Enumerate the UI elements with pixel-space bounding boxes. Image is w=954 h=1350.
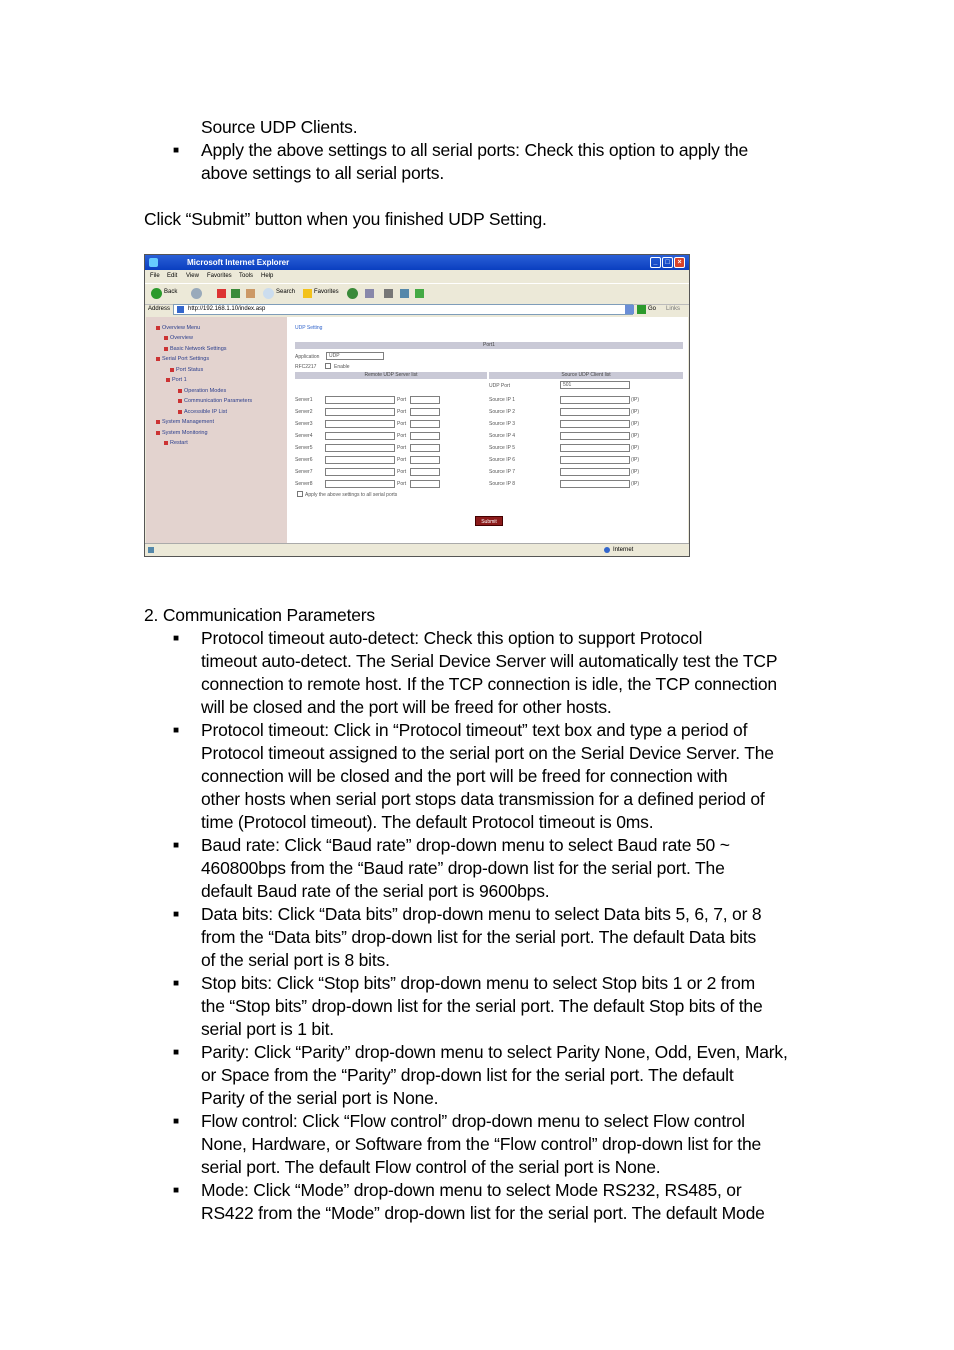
bullet-item	[201, 1041, 821, 1110]
text-line: will be closed and the port will be freed for other hosts.	[201, 697, 612, 717]
server-label: Server7	[295, 469, 313, 475]
text-line: Mode: Click “Mode” drop-down menu to select Mode RS232, RS485, or	[201, 1180, 742, 1200]
forward-arrow-icon[interactable]	[191, 288, 202, 299]
window-title: Microsoft Internet Explorer	[187, 258, 290, 267]
menu-favorites[interactable]: Favorites	[207, 273, 232, 279]
application-label: Application	[295, 354, 320, 360]
nav-label: Accessible IP List	[184, 409, 228, 415]
bullet-item	[201, 719, 821, 834]
page-title: UDP Setting	[295, 325, 323, 331]
application-select[interactable]	[326, 352, 384, 360]
close-icon[interactable]: ×	[674, 257, 685, 268]
folder-icon	[156, 326, 160, 330]
source-client-header: Source UDP Client list	[489, 372, 683, 379]
server-ip-input[interactable]	[325, 432, 395, 440]
mail-icon[interactable]	[365, 289, 374, 298]
menu-tools[interactable]: Tools	[239, 273, 254, 279]
nav-tree	[146, 317, 287, 543]
ip-suffix: (IP)	[631, 433, 640, 439]
stop-icon[interactable]	[217, 289, 226, 298]
text-line: timeout auto-detect. The Serial Device Server will automatically test the TCP	[201, 651, 778, 671]
messenger-icon[interactable]	[415, 289, 424, 298]
favorites-star-icon[interactable]	[303, 289, 312, 298]
source-ip-label: Source IP 8	[489, 481, 516, 487]
apply-all-label: Apply the above settings to all serial ports	[305, 492, 398, 498]
source-ip-input[interactable]	[560, 432, 630, 440]
server-label: Server6	[295, 457, 313, 463]
page-icon	[178, 399, 182, 403]
folder-icon	[156, 420, 160, 424]
server-label: Server1	[295, 397, 313, 403]
server-ip-input[interactable]	[325, 408, 395, 416]
maximize-icon[interactable]: □	[662, 257, 673, 268]
window-titlebar	[145, 255, 689, 270]
bullet-marker: ■	[173, 145, 180, 156]
text-line: Parity: Click “Parity” drop-down menu to select Parity None, Odd, Even, Mark,	[201, 1042, 788, 1062]
search-icon[interactable]	[263, 288, 274, 299]
back-button[interactable]: Back	[164, 289, 178, 295]
nav-item[interactable]	[164, 335, 193, 341]
port-label: Port	[397, 397, 407, 403]
port-label: Port	[397, 445, 407, 451]
menu-bar	[145, 271, 689, 282]
ip-suffix: (IP)	[631, 421, 640, 427]
print-icon[interactable]	[384, 289, 393, 298]
nav-item[interactable]	[156, 325, 200, 331]
page-icon	[164, 336, 168, 340]
submit-instruction: Click “Submit” button when you finished UDP Setting.	[144, 209, 547, 229]
nav-label: System Management	[162, 419, 214, 425]
source-ip-label: Source IP 7	[489, 469, 516, 475]
text-line: from the “Data bits” drop-down list for the serial port. The default Data bits	[201, 927, 757, 947]
text-line: Flow control: Click “Flow control” drop-down menu to select Flow control	[201, 1111, 745, 1131]
nav-item[interactable]	[166, 377, 187, 383]
bullet-item	[201, 972, 821, 1041]
server-ip-input[interactable]	[325, 480, 395, 488]
zone-label: Internet	[613, 547, 634, 553]
folder-icon	[156, 357, 160, 361]
page-status-icon	[148, 547, 154, 553]
ip-suffix: (IP)	[631, 469, 640, 475]
text-line: or Space from the “Parity” drop-down list for the serial port. The default	[201, 1065, 734, 1085]
folder-icon	[164, 441, 168, 445]
globe-icon	[604, 547, 610, 553]
search-button[interactable]: Search	[276, 289, 296, 295]
nav-item[interactable]	[164, 346, 227, 352]
source-ip-input[interactable]	[560, 408, 630, 416]
source-ip-input[interactable]	[560, 420, 630, 428]
address-input[interactable]	[173, 304, 633, 315]
text-line: Protocol timeout assigned to the serial port on the Serial Device Server. The	[201, 743, 774, 763]
bullet-marker: ■	[173, 633, 180, 644]
favorites-button[interactable]: Favorites	[314, 289, 339, 295]
bullet-item	[201, 627, 821, 719]
section-heading: 2. Communication Parameters	[144, 605, 375, 625]
server-port-input[interactable]	[410, 420, 440, 428]
port-label: Port	[397, 409, 407, 415]
source-ip-input[interactable]	[560, 444, 630, 452]
links-label[interactable]: Links	[666, 306, 681, 312]
text-line: Protocol timeout: Click in “Protocol timeout” text box and type a period of	[201, 720, 748, 740]
text-line: serial port is 1 bit.	[201, 1019, 334, 1039]
nav-label: Operation Modes	[184, 388, 227, 394]
source-ip-input[interactable]	[560, 396, 630, 404]
page-icon	[164, 347, 168, 351]
port-label: Port	[397, 421, 407, 427]
server-ip-input[interactable]	[325, 468, 395, 476]
source-ip-label: Source IP 1	[489, 397, 516, 403]
bullet-item	[201, 1179, 821, 1225]
submit-button[interactable]: Submit	[475, 516, 503, 526]
server-label: Server3	[295, 421, 313, 427]
bullet-marker: ■	[173, 1185, 180, 1196]
address-label: Address	[148, 306, 171, 312]
remote-server-header: Remote UDP Server list	[295, 372, 487, 379]
source-ip-label: Source IP 4	[489, 433, 516, 439]
text-line: the “Stop bits” drop-down list for the serial port. The default Stop bits of the	[201, 996, 763, 1016]
bullet-item	[201, 834, 821, 903]
nav-label: Serial Port Settings	[162, 356, 210, 362]
nav-item[interactable]	[164, 440, 188, 446]
text-line: serial port. The default Flow control of the serial port is None.	[201, 1157, 661, 1177]
server-ip-input[interactable]	[325, 396, 395, 404]
dropdown-arrow-icon[interactable]	[625, 305, 634, 314]
nav-label: Communication Parameters	[184, 398, 253, 404]
text-line: above settings to all serial ports.	[201, 163, 444, 183]
source-ip-label: Source IP 2	[489, 409, 516, 415]
continuation-line: Source UDP Clients.	[201, 117, 358, 137]
server-ip-input[interactable]	[325, 444, 395, 452]
udp-port-input[interactable]	[560, 381, 630, 389]
rfc-label: RFC2217	[295, 364, 317, 370]
source-ip-input[interactable]	[560, 456, 630, 464]
bullet-marker: ■	[173, 1116, 180, 1127]
text-line: of the serial port is 8 bits.	[201, 950, 390, 970]
bullet-apply-all	[201, 139, 821, 185]
rfc-checkbox[interactable]	[325, 363, 331, 369]
menu-file[interactable]: File	[150, 273, 160, 279]
ip-suffix: (IP)	[631, 397, 640, 403]
bullet-marker: ■	[173, 1047, 180, 1058]
nav-item[interactable]	[178, 409, 227, 415]
page-icon	[170, 368, 174, 372]
text-line: None, Hardware, or Software from the “Flow control” drop-down list for the	[201, 1134, 762, 1154]
server-port-input[interactable]	[410, 480, 440, 488]
source-ip-label: Source IP 6	[489, 457, 516, 463]
nav-item[interactable]	[178, 388, 226, 394]
nav-item[interactable]	[178, 398, 252, 404]
ie-logo-icon	[149, 258, 158, 267]
port-label: Port	[397, 433, 407, 439]
status-bar	[145, 543, 689, 557]
udp-setting-panel	[287, 317, 688, 543]
browser-toolbar	[145, 283, 689, 305]
menu-help[interactable]: Help	[261, 273, 274, 279]
text-line: RS422 from the “Mode” drop-down list for the serial port. The default Mode	[201, 1203, 765, 1223]
bullet-marker: ■	[173, 840, 180, 851]
nav-label: Port Status	[176, 367, 204, 373]
server-port-input[interactable]	[410, 408, 440, 416]
application-value: UDP	[329, 353, 340, 359]
udp-port-label: UDP Port	[489, 383, 511, 389]
nav-label: Overview Menu	[162, 325, 201, 331]
ip-suffix: (IP)	[631, 481, 640, 487]
nav-item[interactable]	[156, 419, 214, 425]
server-port-input[interactable]	[410, 396, 440, 404]
server-label: Server5	[295, 445, 313, 451]
bullet-item	[201, 1110, 821, 1179]
bullet-marker: ■	[173, 978, 180, 989]
port-label: Port	[397, 469, 407, 475]
edit-icon[interactable]	[400, 289, 409, 298]
ip-suffix: (IP)	[631, 409, 640, 415]
history-icon[interactable]	[347, 288, 358, 299]
text-line: Stop bits: Click “Stop bits” drop-down menu to select Stop bits 1 or 2 from	[201, 973, 755, 993]
bullet-item	[201, 903, 821, 972]
nav-item[interactable]	[156, 356, 209, 362]
text-line: Baud rate: Click “Baud rate” drop-down menu to select Baud rate 50 ~	[201, 835, 730, 855]
server-label: Server4	[295, 433, 313, 439]
go-arrow-icon[interactable]	[637, 305, 646, 314]
text-line: Data bits: Click “Data bits” drop-down menu to select Data bits 5, 6, 7, or 8	[201, 904, 762, 924]
nav-label: System Monitoring	[162, 430, 208, 436]
nav-label: Overview	[170, 335, 193, 341]
back-arrow-icon[interactable]	[151, 288, 162, 299]
menu-view[interactable]: View	[186, 273, 199, 279]
rfc-enable-label: Enable	[334, 364, 350, 370]
port-header: Port1	[295, 342, 683, 349]
nav-item[interactable]	[156, 430, 208, 436]
text-line: Apply the above settings to all serial ports: Check this option to apply the	[201, 140, 749, 160]
text-line: other hosts when serial port stops data transmission for a defined period of	[201, 789, 765, 809]
source-ip-input[interactable]	[560, 468, 630, 476]
text-line: time (Protocol timeout). The default Protocol timeout is 0ms.	[201, 812, 654, 832]
source-ip-label: Source IP 5	[489, 445, 516, 451]
server-label: Server2	[295, 409, 313, 415]
source-ip-label: Source IP 3	[489, 421, 516, 427]
go-button[interactable]: Go	[648, 306, 657, 312]
server-label: Server8	[295, 481, 313, 487]
nav-label: Basic Network Settings	[170, 346, 227, 352]
text-line: Protocol timeout auto-detect: Check this option to support Protocol	[201, 628, 703, 648]
page-icon	[177, 306, 184, 313]
text-line: default Baud rate of the serial port is 9600bps.	[201, 881, 550, 901]
folder-icon	[166, 378, 170, 382]
port-label: Port	[397, 481, 407, 487]
server-port-input[interactable]	[410, 432, 440, 440]
browser-screenshot	[144, 254, 690, 557]
server-port-input[interactable]	[410, 468, 440, 476]
apply-all-checkbox[interactable]	[297, 491, 303, 497]
ip-suffix: (IP)	[631, 457, 640, 463]
page-icon	[178, 410, 182, 414]
text-line: Parity of the serial port is None.	[201, 1088, 439, 1108]
source-ip-input[interactable]	[560, 480, 630, 488]
port-label: Port	[397, 457, 407, 463]
text-line: connection will be closed and the port will be freed for connection with	[201, 766, 728, 786]
server-port-input[interactable]	[410, 456, 440, 464]
bullet-marker: ■	[173, 725, 180, 736]
server-ip-input[interactable]	[325, 420, 395, 428]
nav-item[interactable]	[170, 367, 203, 373]
browser-content	[146, 317, 688, 543]
server-port-input[interactable]	[410, 444, 440, 452]
refresh-icon[interactable]	[231, 289, 240, 298]
server-ip-input[interactable]	[325, 456, 395, 464]
menu-edit[interactable]: Edit	[167, 273, 178, 279]
minimize-icon[interactable]: _	[650, 257, 661, 268]
ip-suffix: (IP)	[631, 445, 640, 451]
udp-port-value: 501	[563, 382, 572, 388]
nav-label: Port 1	[172, 377, 187, 383]
text-line: connection to remote host. If the TCP connection is idle, the TCP connection	[201, 674, 777, 694]
address-value: http://192.168.1.10/index.asp	[188, 306, 266, 312]
home-icon[interactable]	[246, 289, 255, 298]
nav-label: Restart	[170, 440, 188, 446]
address-bar	[145, 303, 689, 317]
folder-icon	[156, 431, 160, 435]
page-icon	[178, 389, 182, 393]
text-line: 460800bps from the “Baud rate” drop-down list for the serial port. The	[201, 858, 725, 878]
bullet-marker: ■	[173, 909, 180, 920]
